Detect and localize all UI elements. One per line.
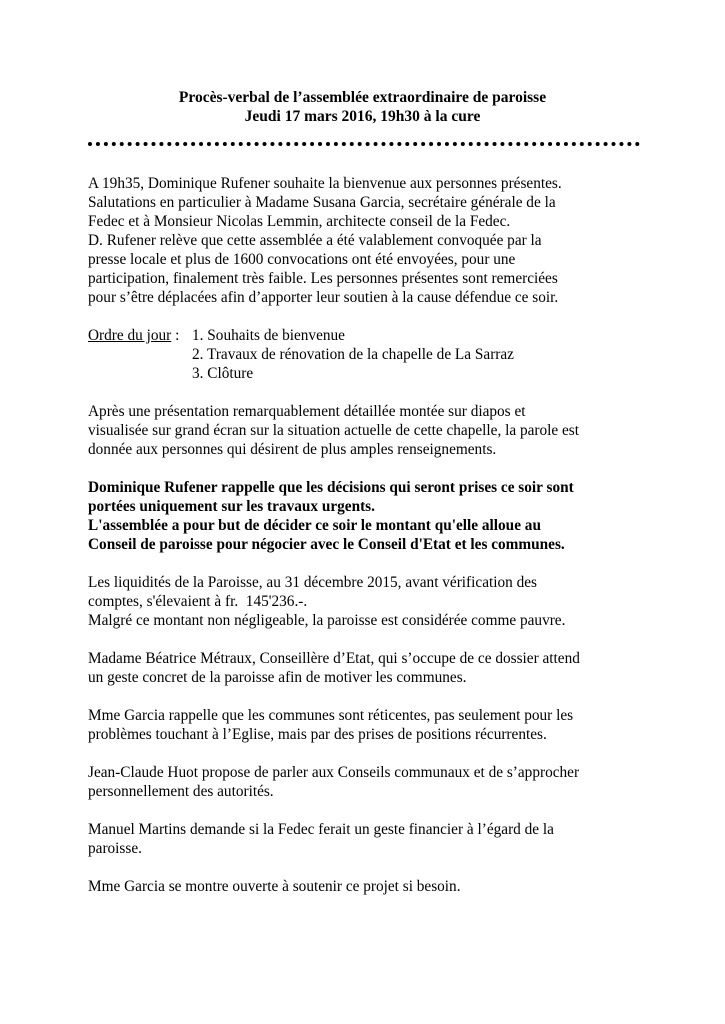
title-line-1: Procès-verbal de l’assemblée extraordinaire de paroisse <box>178 89 547 106</box>
text-line: Mme Garcia se montre ouverte à soutenir ce projet si besoin. <box>88 878 461 895</box>
metraux-paragraph <box>88 649 648 687</box>
martins-paragraph <box>88 820 648 858</box>
text-line: personnellement des autorités. <box>88 783 274 800</box>
document-body <box>88 174 648 896</box>
text-line: Mme Garcia rappelle que les communes sont réticentes, pas seulement pour les <box>88 707 574 724</box>
text-line: Salutations en particulier à Madame Susana Garcia, secrétaire générale de la <box>88 194 556 211</box>
dotted-separator <box>88 142 640 146</box>
presentation-paragraph <box>88 402 648 459</box>
garcia-reticence-paragraph <box>88 706 648 744</box>
agenda-row <box>88 364 648 383</box>
agenda-item: 2. Travaux de rénovation de la chapelle de La Sarraz <box>192 346 514 363</box>
decision-paragraph <box>88 478 648 554</box>
text-line: portées uniquement sur les travaux urgents. <box>88 498 375 515</box>
agenda-label: Ordre du jour <box>88 327 172 344</box>
text-line: Manuel Martins demande si la Fedec ferait un geste financier à l’égard de la <box>88 821 554 838</box>
text-line: Fedec et à Monsieur Nicolas Lemmin, architecte conseil de la Fedec. <box>88 213 511 230</box>
text-line: visualisée sur grand écran sur la situation actuelle de cette chapelle, la parole est <box>88 422 579 439</box>
text-line: un geste concret de la paroisse afin de motiver les communes. <box>88 669 467 686</box>
text-line: Madame Béatrice Métraux, Conseillère d’Etat, qui s’occupe de ce dossier attend <box>88 650 580 667</box>
text-line: D. Rufener relève que cette assemblée a été valablement convoquée par la <box>88 232 542 249</box>
text-line: presse locale et plus de 1600 convocations ont été envoyées, pour une <box>88 251 516 268</box>
text-line: donnée aux personnes qui désirent de plus amples renseignements. <box>88 441 497 458</box>
document-title <box>0 88 725 126</box>
text-line: Après une présentation remarquablement détaillée montée sur diapos et <box>88 403 526 420</box>
agenda-separator: : <box>171 327 180 344</box>
agenda-item: 1. Souhaits de bienvenue <box>192 327 345 344</box>
text-line: Jean-Claude Huot propose de parler aux Conseils communaux et de s’approcher <box>88 764 580 781</box>
text-line: Les liquidités de la Paroisse, au 31 décembre 2015, avant vérification des <box>88 574 537 591</box>
text-line: A 19h35, Dominique Rufener souhaite la bienvenue aux personnes présentes. <box>88 175 562 192</box>
title-line-2: Jeudi 17 mars 2016, 19h30 à la cure <box>244 108 481 125</box>
agenda-row <box>88 345 648 364</box>
agenda-item: 3. Clôture <box>192 365 254 382</box>
liquidity-paragraph <box>88 573 648 630</box>
text-line: paroisse. <box>88 840 142 857</box>
text-line: pour s’être déplacées afin d’apporter leur soutien à la cause défendue ce soir. <box>88 289 559 306</box>
text-line: Malgré ce montant non négligeable, la paroisse est considérée comme pauvre. <box>88 612 566 629</box>
text-line: participation, finalement très faible. Les personnes présentes sont remerciées <box>88 270 558 287</box>
text-line: Dominique Rufener rappelle que les décisions qui seront prises ce soir sont <box>88 479 574 496</box>
agenda-heading <box>88 326 192 345</box>
huot-paragraph <box>88 763 648 801</box>
garcia-support-paragraph <box>88 877 648 896</box>
text-line: L'assemblée a pour but de décider ce soir le montant qu'elle alloue au <box>88 517 541 534</box>
agenda <box>88 326 648 383</box>
text-line: problèmes touchant à l’Eglise, mais par des prises de positions récurrentes. <box>88 726 547 743</box>
agenda-row <box>88 326 648 345</box>
intro-paragraph <box>88 174 648 307</box>
text-line: Conseil de paroisse pour négocier avec le Conseil d'Etat et les communes. <box>88 536 565 553</box>
text-line: comptes, s'élevaient à fr. 145'236.-. <box>88 593 308 610</box>
